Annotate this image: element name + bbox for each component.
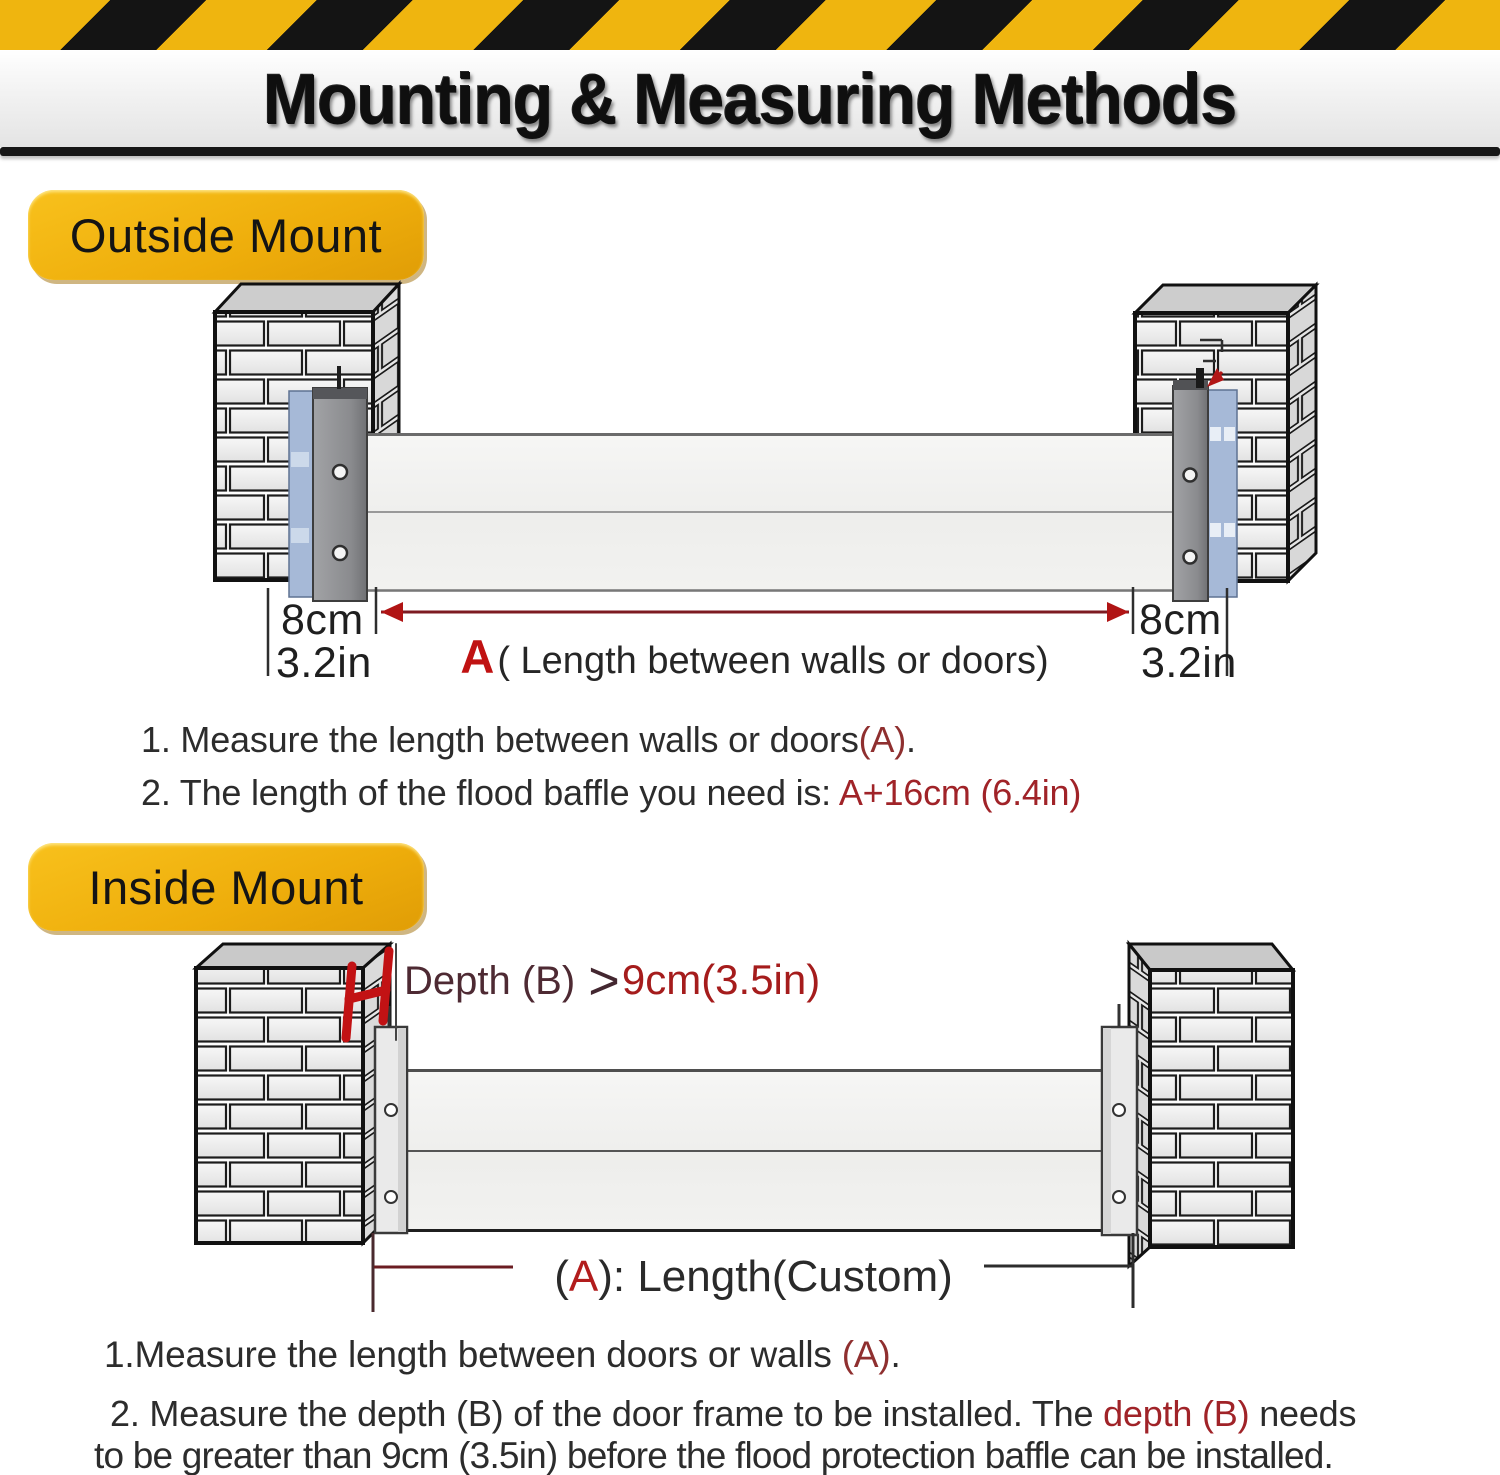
inside-right-pillar (1129, 944, 1293, 1266)
inside-step-2-line1: 2. Measure the depth (B) of the door frame to be installed. The depth (B) needs (110, 1393, 1357, 1434)
pillar-top-face (215, 284, 399, 312)
pillar-top-face (1129, 944, 1293, 970)
dimension-label-right-cm: 8cm (1139, 596, 1222, 644)
depth-requirement-label: Depth (B) >9cm(3.5in) (404, 951, 821, 1011)
left-bracket-plate (375, 1006, 407, 1233)
right-mount-assembly (1173, 368, 1237, 601)
screw-hole (1113, 1191, 1125, 1203)
left-seal-strip (289, 391, 313, 597)
inside-mount-badge-label: Inside Mount (88, 860, 364, 914)
pillar-top-face (1135, 285, 1316, 313)
screw-hole (333, 465, 347, 479)
right-channel-pin (1196, 368, 1204, 388)
right-mount-channel (1173, 386, 1208, 601)
screw-hole (333, 546, 347, 560)
custom-length-label: (A): Length(Custom) (554, 1252, 953, 1301)
dimension-label-left-cm: 8cm (281, 596, 364, 644)
outside-step-1: 1. Measure the length between walls or doors(A). (141, 719, 916, 760)
screw-hole (1113, 1104, 1125, 1116)
length-a-symbol: A (460, 630, 495, 683)
screw-hole (1184, 469, 1197, 482)
dimension-label-left-in: 3.2in (276, 639, 372, 687)
inside-mount-badge (28, 843, 424, 931)
left-mount-assembly (289, 366, 367, 601)
dimension-label-right-in: 3.2in (1141, 639, 1237, 687)
right-bracket-plate (1102, 1004, 1137, 1235)
pillar-front-face (1150, 970, 1293, 1247)
title-divider-bar (0, 147, 1500, 156)
pillar-top-face (196, 944, 390, 968)
inside-step-2-line2: to be greater than 9cm (3.5in) before the flood protection baffle can be installed. (94, 1435, 1334, 1475)
flood-baffle-panel (350, 433, 1210, 592)
screw-hole (1184, 551, 1197, 564)
screw-hole (385, 1104, 397, 1116)
outside-mount-badge-label: Outside Mount (69, 208, 383, 262)
length-between-walls-label: A( Length between walls or doors) (460, 630, 1049, 683)
inside-left-pillar (196, 944, 390, 1243)
screw-hole (385, 1191, 397, 1203)
arrowhead-right-icon (1107, 602, 1129, 622)
inside-step-1: 1.Measure the length between doors or walls (A). (104, 1334, 901, 1375)
left-mount-channel (313, 388, 367, 601)
right-seal-strip (1208, 390, 1237, 597)
outside-mount-badge (28, 190, 424, 280)
outside-step-2: 2. The length of the flood baffle you need is: A+16cm (6.4in) (141, 772, 1082, 813)
page-title: Mounting & Measuring Methods (263, 58, 1237, 139)
hazard-tape-banner (0, 0, 1500, 50)
title-banner (0, 50, 1500, 147)
arrowhead-left-icon (381, 602, 403, 622)
flood-baffle-panel (407, 1070, 1102, 1232)
pillar-front-face (196, 968, 363, 1243)
